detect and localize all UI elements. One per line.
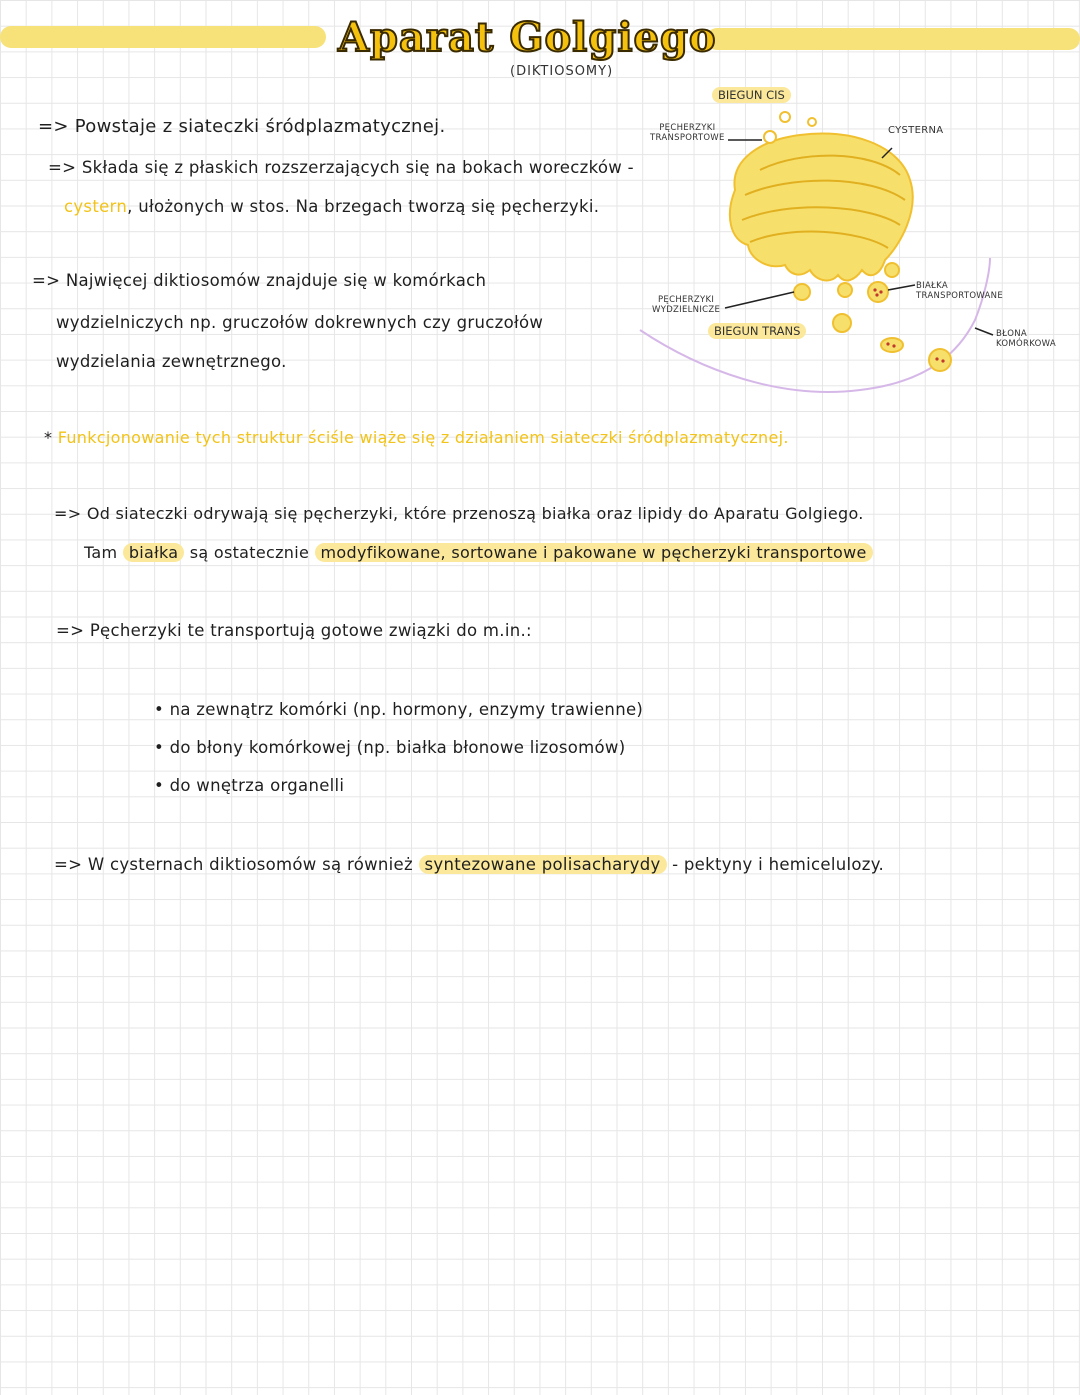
label-cisterna: CYSTERNA — [888, 125, 944, 136]
vesicle — [885, 263, 899, 277]
note-p1-line1: => Powstaje z siateczki śródplazmatycznej. — [38, 116, 446, 137]
vesicle — [833, 314, 851, 332]
note-p1-line3: cystern, ułożonych w stos. Na brzegach tworzą się pęcherzyki. — [64, 197, 600, 216]
cell-membrane-line — [640, 258, 990, 392]
note-p6: => W cysternach diktiosomów są również syntezowane polisacharydy - pektyny i hemicelulozy. — [54, 855, 885, 874]
label-secretory-vesicles: PĘCHERZYKI WYDZIELNICZE — [652, 295, 721, 315]
note-p2-line2: wydzielniczych np. gruczołów dokrewnych czy gruczołów — [56, 313, 544, 332]
label-transported-proteins: BIAŁKA TRANSPORTOWANE — [916, 281, 1003, 301]
note-p1-line2: => Składa się z płaskich rozszerzających się na bokach woreczków - — [48, 158, 634, 177]
vesicle — [764, 131, 776, 143]
bullet-1: • na zewnątrz komórki (np. hormony, enzymy trawienne) — [154, 700, 644, 719]
protein-vesicle — [881, 338, 903, 352]
note-p5: => Pęcherzyki te transportują gotowe związki do m.in.: — [56, 621, 532, 640]
vesicle — [838, 283, 852, 297]
vesicle — [794, 284, 810, 300]
note-p2-line1: => Najwięcej diktiosomów znajduje się w komórkach — [32, 271, 487, 290]
bullet-2: • do błony komórkowej (np. białka błonowe lizosomów) — [154, 738, 626, 757]
page-subtitle: (DIKTIOSOMY) — [510, 64, 614, 79]
label-cell-membrane: BŁONA KOMÓRKOWA — [996, 329, 1056, 349]
protein-vesicle — [868, 282, 888, 302]
note-p2-line3: wydzielania zewnętrznego. — [56, 352, 287, 371]
fusing-vesicle — [929, 349, 951, 371]
leader-line — [888, 285, 915, 290]
title-highlight-right — [706, 28, 1080, 50]
title-highlight-left — [0, 26, 326, 48]
leader-line — [975, 328, 993, 335]
label-transport-vesicles: PĘCHERZYKI TRANSPORTOWE — [650, 123, 725, 143]
bullet-3: • do wnętrza organelli — [154, 776, 345, 795]
note-p4-line2: Tam białka są ostatecznie modyfikowane, sortowane i pakowane w pęcherzyki transportowe — [84, 543, 873, 562]
page-title: Aparat Golgiego — [338, 14, 717, 61]
leader-line — [725, 292, 794, 308]
note-p4-line1: => Od siateczki odrywają się pęcherzyki, które przenoszą białka oraz lipidy do Aparatu Golgiego. — [54, 504, 864, 523]
vesicle — [808, 118, 816, 126]
pole-cis-label: BIEGUN CIS — [712, 87, 791, 103]
pole-trans-label: BIEGUN TRANS — [708, 323, 806, 339]
note-p3: * Funkcjonowanie tych struktur ściśle wiąże się z działaniem siateczki śródplazmatycznej. — [44, 428, 789, 447]
vesicle — [780, 112, 790, 122]
